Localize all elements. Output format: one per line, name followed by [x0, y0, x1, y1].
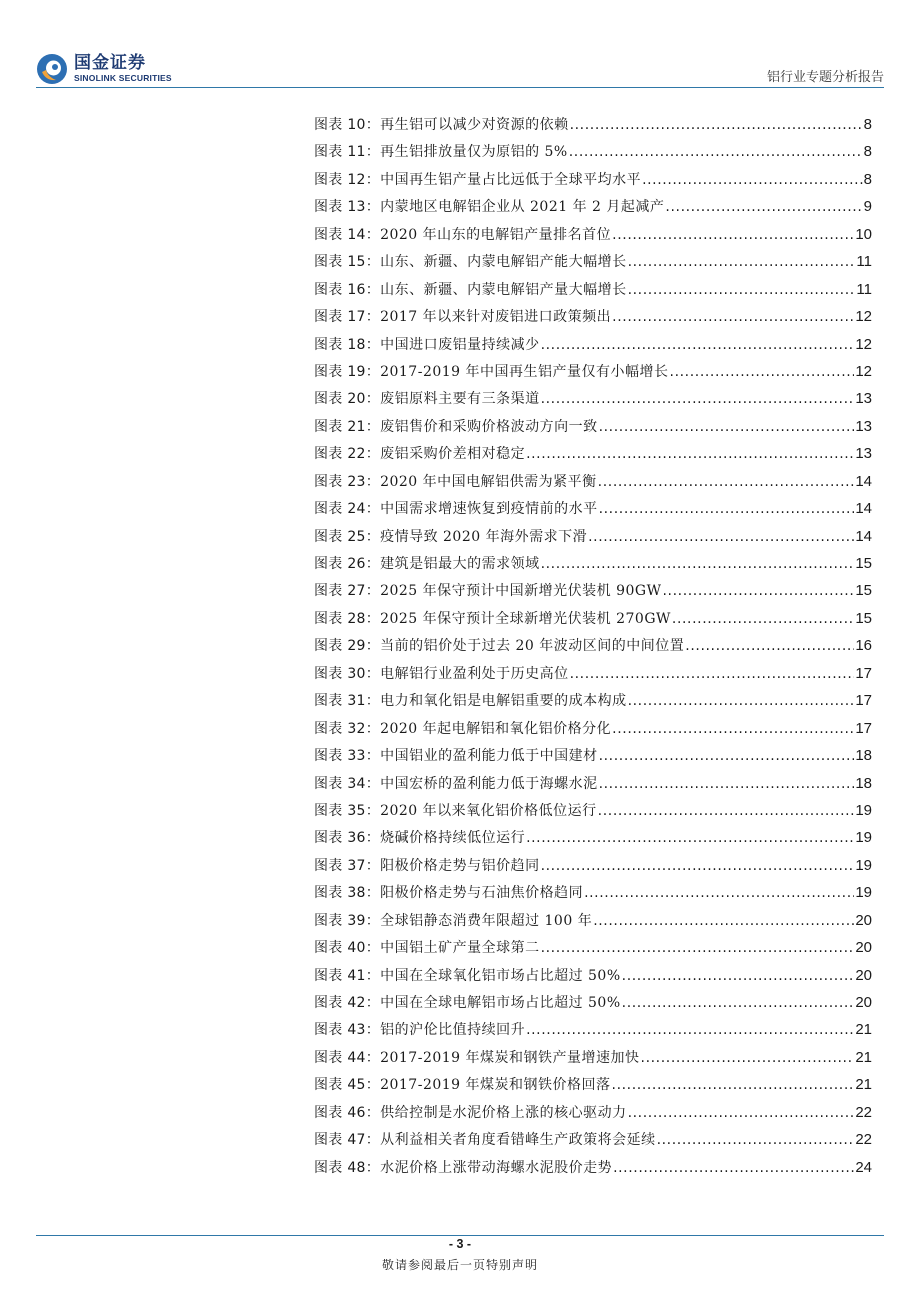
- toc-entry[interactable]: [314, 111, 872, 138]
- toc-entry-page: 11: [856, 253, 872, 271]
- toc-dot-leader: [663, 578, 855, 605]
- toc-entry-page: 12: [855, 335, 872, 353]
- toc-entry-label: 图表 41：: [314, 967, 381, 984]
- toc-entry-label: 图表 46：: [314, 1104, 381, 1121]
- toc-entry-page: 20: [855, 966, 872, 984]
- toc-entry[interactable]: [314, 1016, 872, 1043]
- toc-entry-label: 图表 35：: [314, 802, 381, 819]
- toc-entry[interactable]: [314, 989, 872, 1016]
- toc-entry-label: 图表 39：: [314, 912, 381, 929]
- toc-entry-page: 22: [855, 1103, 872, 1121]
- toc-entry-label: 图表 44：: [314, 1049, 381, 1066]
- toc-entry-page: 13: [855, 417, 872, 435]
- toc-entry[interactable]: [314, 413, 872, 440]
- toc-entry[interactable]: [314, 1099, 872, 1126]
- toc-entry[interactable]: [314, 495, 872, 522]
- toc-entry[interactable]: [314, 934, 872, 961]
- toc-entry-title: 中国进口废铝量持续减少: [380, 336, 540, 353]
- toc-entry-title: 2017 年以来针对废铝进口政策频出: [380, 309, 612, 326]
- toc-entry-label: 图表 36：: [314, 830, 381, 847]
- toc-dot-leader: [599, 496, 855, 523]
- toc-entry[interactable]: [314, 221, 872, 248]
- toc-entry-label: 图表 16：: [314, 281, 381, 298]
- toc-entry-title: 铝的沪伦比值持续回升: [380, 1022, 526, 1039]
- toc-entry-page: 13: [855, 445, 872, 463]
- toc-entry-title: 再生铝排放量仅为原铝的 5%: [380, 144, 568, 161]
- toc-entry-page: 14: [855, 500, 872, 518]
- toc-entry-title: 阳极价格走势与石油焦价格趋同: [380, 885, 584, 902]
- toc-entry-label: 图表 17：: [314, 309, 381, 326]
- toc-dot-leader: [526, 1017, 854, 1044]
- toc-entry-title: 2020 年起电解铝和氧化铝价格分化: [380, 720, 612, 737]
- toc-entry-title: 供给控制是水泥价格上涨的核心驱动力: [380, 1104, 627, 1121]
- toc-dot-leader: [622, 963, 855, 990]
- toc-dot-leader: [541, 853, 855, 880]
- toc-dot-leader: [622, 990, 855, 1017]
- toc-entry-title: 山东、新疆、内蒙电解铝产量大幅增长: [380, 281, 627, 298]
- toc-entry-page: 17: [855, 664, 872, 682]
- toc-entry-page: 12: [855, 362, 872, 380]
- toc-entry[interactable]: [314, 276, 872, 303]
- toc-entry-label: 图表 12：: [314, 171, 381, 188]
- toc-entry[interactable]: [314, 687, 872, 714]
- toc-entry-label: 图表 37：: [314, 857, 381, 874]
- toc-entry-page: 22: [855, 1131, 872, 1149]
- toc-entry-title: 当前的铝价处于过去 20 年波动区间的中间位置: [380, 638, 685, 655]
- toc-entry[interactable]: [314, 1126, 872, 1153]
- toc-entry-page: 15: [855, 582, 872, 600]
- toc-entry-label: 图表 14：: [314, 226, 381, 243]
- toc-entry[interactable]: [314, 331, 872, 358]
- toc-entry-title: 中国需求增速恢复到疫情前的水平: [380, 501, 598, 518]
- toc-entry-page: 12: [855, 308, 872, 326]
- toc-entry-label: 图表 29：: [314, 638, 381, 655]
- logo-chinese-name: 国金证券: [74, 53, 146, 73]
- toc-entry-label: 图表 10：: [314, 117, 381, 133]
- toc-entry-page: 8: [863, 170, 872, 188]
- toc-entry-page: 11: [856, 280, 872, 298]
- toc-entry[interactable]: [314, 248, 872, 275]
- toc-entry-page: 21: [855, 1076, 872, 1094]
- toc-entry-title: 2025 年保守预计中国新增光伏装机 90GW: [380, 583, 662, 600]
- toc-entry-label: 图表 25：: [314, 528, 381, 545]
- toc-entry-page: 19: [855, 829, 872, 847]
- toc-dot-leader: [599, 771, 855, 798]
- toc-dot-leader: [599, 414, 855, 441]
- toc-entry[interactable]: [314, 879, 872, 906]
- toc-entry-page: 19: [855, 801, 872, 819]
- toc-entry-label: 图表 45：: [314, 1077, 381, 1094]
- toc-entry-page: 8: [863, 143, 872, 161]
- header-divider: [36, 87, 884, 88]
- toc-entry-page: 14: [855, 472, 872, 490]
- toc-entry-label: 图表 15：: [314, 254, 381, 271]
- toc-entry[interactable]: [314, 1071, 872, 1098]
- toc-entry[interactable]: [314, 660, 872, 687]
- toc-entry[interactable]: [314, 770, 872, 797]
- toc-entry-page: 17: [855, 719, 872, 737]
- toc-entry-title: 2020 年山东的电解铝产量排名首位: [380, 226, 612, 243]
- toc-dot-leader: [541, 386, 855, 413]
- toc-entry-label: 图表 21：: [314, 418, 381, 435]
- toc-entry-page: 15: [855, 555, 872, 572]
- toc-entry-label: 图表 20：: [314, 391, 381, 408]
- toc-dot-leader: [570, 112, 863, 139]
- toc-dot-leader: [526, 441, 854, 468]
- toc-entry-label: 图表 11：: [314, 144, 381, 161]
- toc-entry-title: 2025 年保守预计全球新增光伏装机 270GW: [380, 610, 671, 627]
- toc-entry[interactable]: [314, 1044, 872, 1071]
- toc-entry-label: 图表 30：: [314, 665, 381, 682]
- toc-entry[interactable]: [314, 440, 872, 467]
- toc-entry-page: 19: [855, 884, 872, 902]
- toc-entry-title: 中国再生铝产量占比远低于全球平均水平: [380, 171, 642, 188]
- toc-dot-leader: [641, 1045, 855, 1072]
- toc-dot-leader: [670, 359, 855, 386]
- toc-entry-label: 图表 47：: [314, 1132, 381, 1149]
- toc-dot-leader: [598, 469, 855, 496]
- toc-entry-title: 2017-2019 年煤炭和钢铁产量增速加快: [380, 1049, 640, 1066]
- toc-entry[interactable]: [314, 605, 872, 632]
- toc-dot-leader: [628, 249, 856, 276]
- toc-dot-leader: [612, 304, 854, 331]
- toc-entry-page: 13: [855, 390, 872, 408]
- toc-entry-label: 图表 40：: [314, 940, 381, 957]
- toc-entry-title: 废铝原料主要有三条渠道: [380, 391, 540, 408]
- toc-entry-page: 20: [855, 939, 872, 957]
- toc-entry-label: 图表 48：: [314, 1159, 381, 1176]
- toc-entry-page: 21: [855, 1021, 872, 1039]
- toc-entry-page: 15: [855, 609, 872, 627]
- toc-entry[interactable]: [314, 550, 872, 577]
- toc-entry[interactable]: [314, 358, 872, 385]
- toc-entry-page: 16: [855, 637, 872, 655]
- toc-dot-leader: [541, 551, 855, 578]
- toc-entry[interactable]: [314, 907, 872, 934]
- toc-entry-page: 9: [863, 198, 872, 216]
- toc-dot-leader: [570, 661, 855, 688]
- toc-entry-title: 中国宏桥的盈利能力低于海螺水泥: [380, 775, 598, 792]
- toc-entry[interactable]: [314, 303, 872, 330]
- toc-entry[interactable]: [314, 962, 872, 989]
- toc-entry-title: 2020 年以来氧化铝价格低位运行: [380, 802, 597, 819]
- toc-dot-leader: [593, 908, 854, 935]
- toc-entry-label: 图表 23：: [314, 473, 381, 490]
- toc-entry-label: 图表 42：: [314, 995, 381, 1011]
- toc-entry-label: 图表 38：: [314, 885, 381, 902]
- toc-dot-leader: [672, 606, 854, 633]
- report-title: 铝行业专题分析报告: [766, 70, 884, 85]
- toc-entry-page: 17: [855, 692, 872, 710]
- toc-entry-label: 图表 33：: [314, 748, 381, 765]
- toc-entry-page: 20: [855, 911, 872, 929]
- footer-disclaimer: 敬请参阅最后一页特别声明: [381, 1258, 538, 1272]
- toc-dot-leader: [628, 277, 856, 304]
- toc-entry-title: 中国铝土矿产量全球第二: [380, 940, 540, 957]
- toc-dot-leader: [569, 139, 863, 166]
- toc-entry-title: 电解铝行业盈利处于历史高位: [380, 665, 569, 682]
- toc-entry-title: 废铝采购价差相对稳定: [380, 446, 526, 463]
- toc-entry-label: 图表 31：: [314, 693, 381, 710]
- toc-dot-leader: [612, 222, 854, 249]
- toc-entry-title: 烧碱价格持续低位运行: [380, 830, 526, 847]
- figure-index-list: [314, 111, 872, 1181]
- toc-entry[interactable]: [314, 824, 872, 851]
- toc-entry-label: 图表 32：: [314, 720, 381, 737]
- toc-entry[interactable]: [314, 797, 872, 824]
- toc-entry-label: 图表 28：: [314, 610, 381, 627]
- toc-entry-title: 从利益相关者角度看错峰生产政策将会延续: [380, 1132, 656, 1149]
- company-logo: [36, 50, 172, 88]
- toc-dot-leader: [685, 633, 854, 660]
- toc-dot-leader: [613, 1155, 854, 1182]
- toc-dot-leader: [642, 167, 863, 194]
- toc-entry[interactable]: [314, 193, 872, 220]
- toc-entry-title: 中国铝业的盈利能力低于中国建材: [380, 748, 598, 765]
- page-header: [36, 50, 884, 90]
- toc-entry-label: 图表 27：: [314, 583, 381, 600]
- toc-dot-leader: [598, 798, 855, 825]
- toc-dot-leader: [665, 194, 862, 221]
- toc-entry-page: 20: [855, 994, 872, 1011]
- toc-entry-page: 14: [855, 527, 872, 545]
- toc-entry-page: 24: [855, 1158, 872, 1176]
- logo-mark-icon: [36, 53, 68, 85]
- toc-entry-page: 18: [855, 774, 872, 792]
- toc-entry[interactable]: [314, 138, 872, 165]
- toc-entry-title: 废铝售价和采购价格波动方向一致: [380, 418, 598, 435]
- toc-entry-page: 8: [863, 116, 872, 133]
- toc-entry-page: 18: [855, 747, 872, 765]
- toc-dot-leader: [612, 716, 854, 743]
- toc-entry-title: 全球铝静态消费年限超过 100 年: [380, 912, 593, 929]
- toc-entry-title: 中国在全球电解铝市场占比超过 50%: [380, 995, 621, 1011]
- toc-dot-leader: [584, 880, 854, 907]
- footer-divider: [36, 1235, 884, 1236]
- toc-entry-label: 图表 24：: [314, 501, 381, 518]
- toc-entry-title: 中国在全球氧化铝市场占比超过 50%: [380, 967, 621, 984]
- toc-entry-page: 19: [855, 856, 872, 874]
- toc-entry[interactable]: [314, 523, 872, 550]
- toc-entry-page: 21: [855, 1048, 872, 1066]
- toc-dot-leader: [526, 825, 854, 852]
- toc-entry-label: 图表 13：: [314, 199, 381, 216]
- toc-entry-title: 电力和氧化铝是电解铝重要的成本构成: [380, 693, 627, 710]
- toc-entry-title: 2017-2019 年中国再生铝产量仅有小幅增长: [380, 363, 669, 380]
- page-number: - 3 -: [448, 1237, 472, 1251]
- toc-dot-leader: [541, 935, 855, 962]
- toc-entry[interactable]: [314, 468, 872, 495]
- toc-entry-label: 图表 43：: [314, 1022, 381, 1039]
- toc-entry-label: 图表 34：: [314, 775, 381, 792]
- toc-entry[interactable]: [314, 385, 872, 412]
- toc-entry[interactable]: [314, 1154, 872, 1181]
- toc-entry-label: 图表 19：: [314, 363, 381, 380]
- toc-dot-leader: [599, 743, 855, 770]
- toc-entry-label: 图表 18：: [314, 336, 381, 353]
- toc-entry[interactable]: [314, 715, 872, 742]
- logo-english-name: SINOLINK SECURITIES: [74, 73, 172, 83]
- toc-entry[interactable]: [314, 577, 872, 604]
- toc-entry-page: 10: [855, 225, 872, 243]
- toc-entry[interactable]: [314, 852, 872, 879]
- toc-entry-title: 建筑是铝最大的需求领域: [380, 556, 540, 572]
- toc-entry[interactable]: [314, 632, 872, 659]
- toc-entry[interactable]: [314, 742, 872, 769]
- toc-entry-label: 图表 22：: [314, 446, 381, 463]
- toc-entry-label: 图表 26：: [314, 556, 381, 572]
- toc-dot-leader: [541, 332, 855, 359]
- toc-entry-title: 阳极价格走势与铝价趋同: [380, 857, 540, 874]
- toc-entry-title: 水泥价格上涨带动海螺水泥股价走势: [380, 1159, 613, 1176]
- toc-entry-title: 山东、新疆、内蒙电解铝产能大幅增长: [380, 254, 627, 271]
- toc-entry[interactable]: [314, 166, 872, 193]
- toc-entry-title: 疫情导致 2020 年海外需求下滑: [380, 528, 588, 545]
- toc-dot-leader: [628, 688, 855, 715]
- toc-entry-title: 再生铝可以减少对资源的依赖: [380, 117, 569, 133]
- toc-dot-leader: [612, 1072, 855, 1099]
- toc-dot-leader: [588, 524, 854, 551]
- toc-dot-leader: [657, 1127, 855, 1154]
- toc-entry-title: 2017-2019 年煤炭和钢铁价格回落: [380, 1077, 611, 1094]
- toc-entry-title: 内蒙地区电解铝企业从 2021 年 2 月起减产: [380, 199, 665, 216]
- toc-dot-leader: [628, 1100, 855, 1127]
- toc-entry-title: 2020 年中国电解铝供需为紧平衡: [380, 473, 597, 490]
